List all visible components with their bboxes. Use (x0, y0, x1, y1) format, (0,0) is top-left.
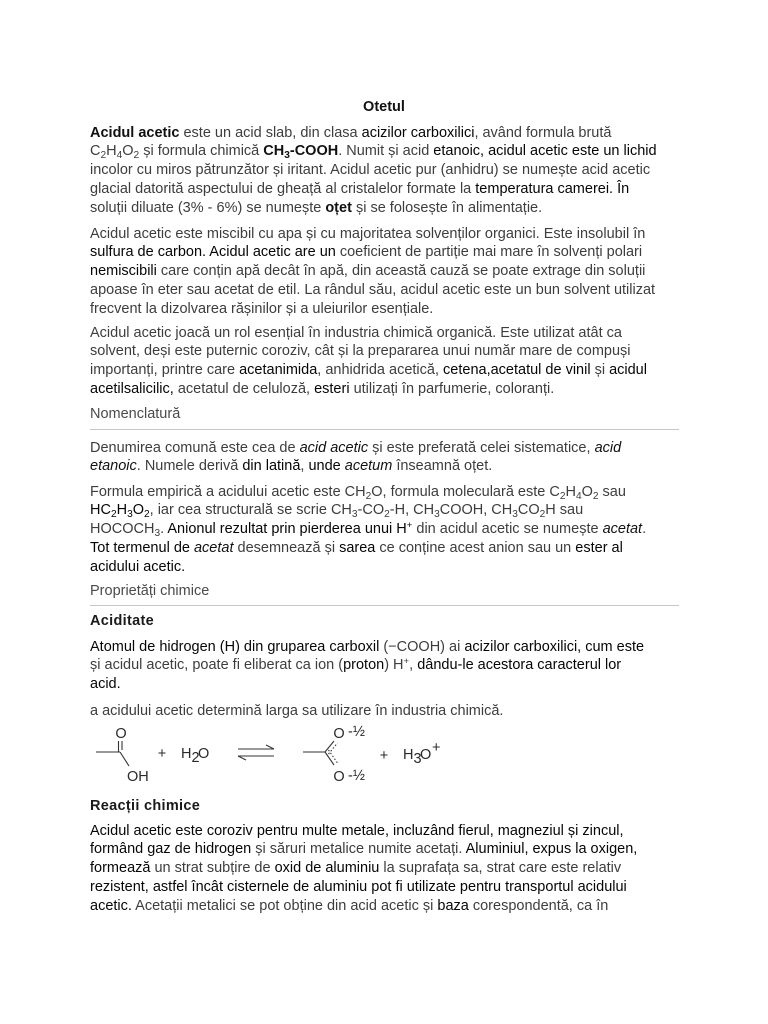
superscript: + (406, 519, 413, 531)
section-heading-properties (90, 582, 209, 601)
text-run: importanți, printre care (90, 362, 240, 379)
atom-label: O (333, 769, 345, 785)
bond-line (325, 752, 334, 765)
text-line (90, 124, 657, 143)
section-heading-label: Nomenclatură (90, 405, 181, 422)
emphasis-text: proton (343, 657, 385, 674)
text-run: , (300, 458, 309, 475)
text-line (90, 675, 644, 694)
italic-text: acetum (344, 458, 393, 475)
text-run: la suprafața sa, strat care este relativ (379, 860, 622, 877)
text-line (90, 243, 655, 262)
section-heading-nomenclature (90, 405, 180, 424)
atom-label: O (115, 726, 127, 742)
subscript: 2 (592, 490, 599, 502)
text-run: și (590, 362, 610, 379)
subscript: 3 (413, 751, 422, 767)
text-run: . (642, 521, 647, 538)
charge-label: -½ (348, 768, 365, 784)
subscript: 3 (127, 509, 133, 521)
subheading-acidity (90, 612, 154, 631)
text-run: C (90, 143, 101, 160)
text-run: și este preferată celei sistematice, (368, 439, 595, 456)
emphasis-text: acidul (609, 362, 647, 379)
italic-text: acetat (602, 521, 643, 538)
superscript: + (403, 656, 410, 668)
text-run: , (409, 657, 418, 674)
emphasis-text: acetanimida (239, 362, 318, 379)
text-line (90, 483, 646, 502)
acetate-structure (303, 724, 365, 785)
atom-label: O (333, 726, 345, 742)
text-run: Acidul acetic este miscibil cu apa și cu majoritatea solvenților organici. Este insolubil în (90, 225, 646, 242)
emphasis-text: Aluminiul, expus la oxigen, (465, 841, 638, 858)
bond-line (120, 752, 129, 766)
text-line (90, 656, 644, 675)
paragraph-nomenclature (90, 439, 621, 477)
subscript: 3 (512, 509, 518, 521)
emphasis-text: acizilor carboxilici, cum este (464, 638, 645, 655)
subscript: 3 (434, 509, 440, 521)
text-run: apoase în eter sau acetat de etil. La rândul său, acidul acetic este un bun solvent utilizat (90, 281, 656, 298)
text-line (90, 300, 655, 319)
text-run: Acetații metalici se pot obține din acid acetic și (131, 897, 438, 914)
partial-bond-line (329, 743, 338, 754)
atom-label: O (420, 747, 432, 763)
bond-line (325, 741, 334, 752)
text-run: O (122, 143, 134, 160)
paragraph-acidity (90, 638, 644, 694)
bold-text: CH (263, 143, 285, 160)
subscript: 4 (116, 150, 123, 162)
emphasis-text: ester al (575, 539, 623, 556)
text-run: înseamnă oțet. (392, 458, 493, 475)
emphasis-text: unde (308, 458, 341, 475)
text-run: Denumirea comună este cea de (90, 439, 300, 456)
text-line (90, 262, 655, 281)
text-run: glacial datorită aspectului de gheață al cristalelor formate la (90, 180, 476, 197)
atom-label: H (181, 746, 192, 762)
text-run: . (160, 521, 168, 538)
text-run: ce conține acest anion sau un (375, 539, 576, 556)
text-line (90, 501, 646, 520)
emphasis-text: dându-le acestora caracterul lor (417, 657, 622, 674)
atom-label: H (403, 747, 414, 763)
subscript: 2 (365, 490, 372, 502)
text-run: H sau (545, 502, 584, 519)
arrow-head (238, 756, 246, 760)
partial-bond-line (329, 750, 338, 763)
text-run: desemnează și (233, 539, 340, 556)
subscript: 2 (559, 490, 566, 502)
text-run: HOCOCH (90, 521, 155, 538)
text-line (90, 161, 657, 180)
text-run: Acidul acetic joacă un rol esențial în industria chimică organică. Este utilizat atât ca (90, 324, 622, 341)
text-line (90, 180, 657, 199)
emphasis-text: formând gaz de hidrogen (90, 841, 252, 858)
emphasis-text: O (132, 502, 144, 519)
subscript: 3 (351, 509, 358, 521)
emphasis-text: sarea (339, 539, 376, 556)
text-run: CO (517, 502, 540, 519)
emphasis-text: acidului acetic. (90, 558, 186, 575)
text-run: (−COOH) ai (379, 638, 465, 655)
plus-sign: + (379, 748, 389, 764)
text-run: și formula chimică (139, 143, 264, 160)
subscript: 2 (384, 509, 390, 521)
bold-text: Acidul acetic (90, 124, 180, 141)
emphasis-text: acetic. (90, 897, 132, 914)
text-run: și acidul acetic, poate fi eliberat ca ion ( (90, 657, 344, 674)
text-run: este un acid slab, din clasa (179, 124, 362, 141)
emphasis-text: acetilsalicilic, (90, 380, 174, 397)
emphasis-text: Anionul rezultat prin pierderea unui H (167, 521, 407, 538)
hydronium-formula (403, 740, 440, 767)
charge-label: + (432, 740, 441, 756)
equilibrium-arrow-icon (238, 745, 274, 760)
text-run: incolor cu miros pătrunzător și iritant. Acidul acetic pur (anhidru) se numește acid acetic (90, 162, 651, 179)
text-line (90, 822, 637, 841)
text-run: ) H (384, 657, 404, 674)
text-run: . Numele derivă (136, 458, 243, 475)
page-title: Otetul (363, 99, 405, 115)
water-formula (181, 746, 209, 766)
emphasis-text: cetena,acetatul de vinil (443, 362, 591, 379)
arrow-head (266, 745, 274, 749)
text-run: sau (598, 483, 626, 500)
text-run: soluții diluate (3% - 6%) se numește (90, 199, 326, 216)
italic-text: acid acetic (299, 439, 369, 456)
text-run: coeficient de partiție mai mare în solvenți polari (335, 244, 643, 261)
paragraph-formula (90, 483, 646, 577)
text-line (90, 439, 621, 458)
text-run: H (106, 143, 117, 160)
text-line (90, 840, 637, 859)
text-run: COOH, CH (439, 502, 513, 519)
text-run: și săruri metalice numite acetați. (251, 841, 466, 858)
text-run: corespondentă, ca în (468, 897, 609, 914)
subscript: 3 (284, 150, 290, 162)
paragraph-acidity-note (90, 702, 503, 721)
paragraph-intro (90, 124, 657, 218)
text-line (90, 199, 657, 218)
text-run: din acidul acetic se numește (412, 521, 603, 538)
text-line (90, 638, 644, 657)
text-run: utilizați în parfumerie, coloranți. (349, 380, 555, 397)
text-run: . Numit și acid (338, 143, 434, 160)
subscript: 2 (144, 509, 150, 521)
subscript: 2 (110, 509, 117, 521)
emphasis-text: baza (437, 897, 469, 914)
section-divider (90, 605, 679, 606)
text-run: H (565, 483, 576, 500)
text-line (90, 380, 647, 399)
emphasis-text: formează (90, 860, 151, 877)
text-line (90, 897, 637, 916)
section-heading-label: Proprietăți chimice (90, 582, 210, 599)
text-line (90, 859, 637, 878)
subscript: 4 (575, 490, 582, 502)
subscript: 2 (539, 509, 546, 521)
emphasis-text: sulfura de carbon. Acidul acetic are un (90, 244, 336, 261)
italic-text: etanoic (90, 458, 137, 475)
text-line (90, 520, 646, 539)
text-line (90, 558, 646, 577)
text-run: -H, CH (389, 502, 435, 519)
subheading-label: Reacții chimice (90, 797, 201, 814)
dissociation-reaction-figure (0, 720, 768, 792)
text-line (90, 342, 647, 361)
text-run: , iar cea structurală se scrie CH (149, 502, 352, 519)
acetic-acid-structure (96, 726, 149, 785)
text-line (90, 281, 655, 300)
emphasis-text: HC (90, 502, 111, 519)
text-run: care conțin apă decât în apă, din această cauză se poate extrage din soluții (156, 263, 646, 280)
subscript: 3 (154, 528, 161, 540)
text-run: , anhidrida acetică, (317, 362, 444, 379)
text-run: acetatul de celuloză, (173, 380, 315, 397)
atom-label: O (198, 746, 210, 762)
subheading-label: Aciditate (90, 612, 154, 629)
bold-text: -COOH (289, 143, 339, 160)
paragraph-reactions (90, 822, 637, 916)
text-run: , având formula brută (474, 124, 612, 141)
emphasis-text: rezistent, astfel încât cisternele de aluminiu pot fi utilizate pentru transportul acidului (90, 878, 627, 895)
paragraph-industry (90, 324, 647, 399)
text-run: un strat subțire de (150, 860, 275, 877)
charge-label: -½ (348, 724, 365, 740)
text-line (90, 142, 657, 161)
text-run: solvent, deși este puternic coroziv, cât și la prepararea unui număr mare de compuși (90, 343, 631, 360)
bold-text: oțet (325, 199, 352, 216)
emphasis-text: esteri (314, 380, 350, 397)
italic-text: acid (594, 439, 622, 456)
emphasis-text: din latină (242, 458, 301, 475)
paragraph-solvent (90, 225, 655, 319)
text-run: frecvent la dizolvarea rășinilor și a uleiurilor esențiale. (90, 300, 434, 317)
text-line (90, 225, 655, 244)
text-run: -CO (357, 502, 385, 519)
text-run: O (581, 483, 593, 500)
text-line (90, 361, 647, 380)
emphasis-text: Tot termenul de (90, 539, 190, 556)
text-run: Formula empirică a acidului acetic este CH (90, 483, 366, 500)
text-run: a acidului acetic determină larga sa utilizare în industria chimică. (90, 702, 504, 719)
text-run: și se folosește în alimentație. (351, 199, 543, 216)
text-line (90, 539, 646, 558)
emphasis-text: oxid de aluminiu (274, 860, 380, 877)
emphasis-text: nemiscibili (90, 263, 157, 280)
text-line (90, 457, 621, 476)
subscript: 2 (100, 150, 107, 162)
atom-label: OH (127, 769, 149, 785)
text-line (90, 878, 637, 897)
section-divider (90, 429, 679, 430)
emphasis-text: H (116, 502, 128, 519)
subheading-reactions (90, 797, 200, 816)
emphasis-text: temperatura camerei. În (475, 180, 630, 197)
plus-sign: + (157, 746, 167, 762)
emphasis-text: Acidul acetic este coroziv pentru multe metale, incluzând fierul, magneziul și zincul, (90, 822, 624, 839)
subscript: 2 (133, 150, 140, 162)
text-line (90, 702, 503, 721)
emphasis-text: Atomul de hidrogen (H) din gruparea carboxil (90, 638, 380, 655)
emphasis-text: etanoic, acidul acetic este un lichid (433, 143, 657, 160)
emphasis-text: acid. (90, 676, 121, 693)
italic-text: acetat (193, 539, 234, 556)
text-line (90, 324, 647, 343)
subscript: 2 (191, 750, 200, 766)
text-run: O, formula moleculară este C (371, 483, 560, 500)
emphasis-text: acizilor carboxilici (361, 124, 475, 141)
